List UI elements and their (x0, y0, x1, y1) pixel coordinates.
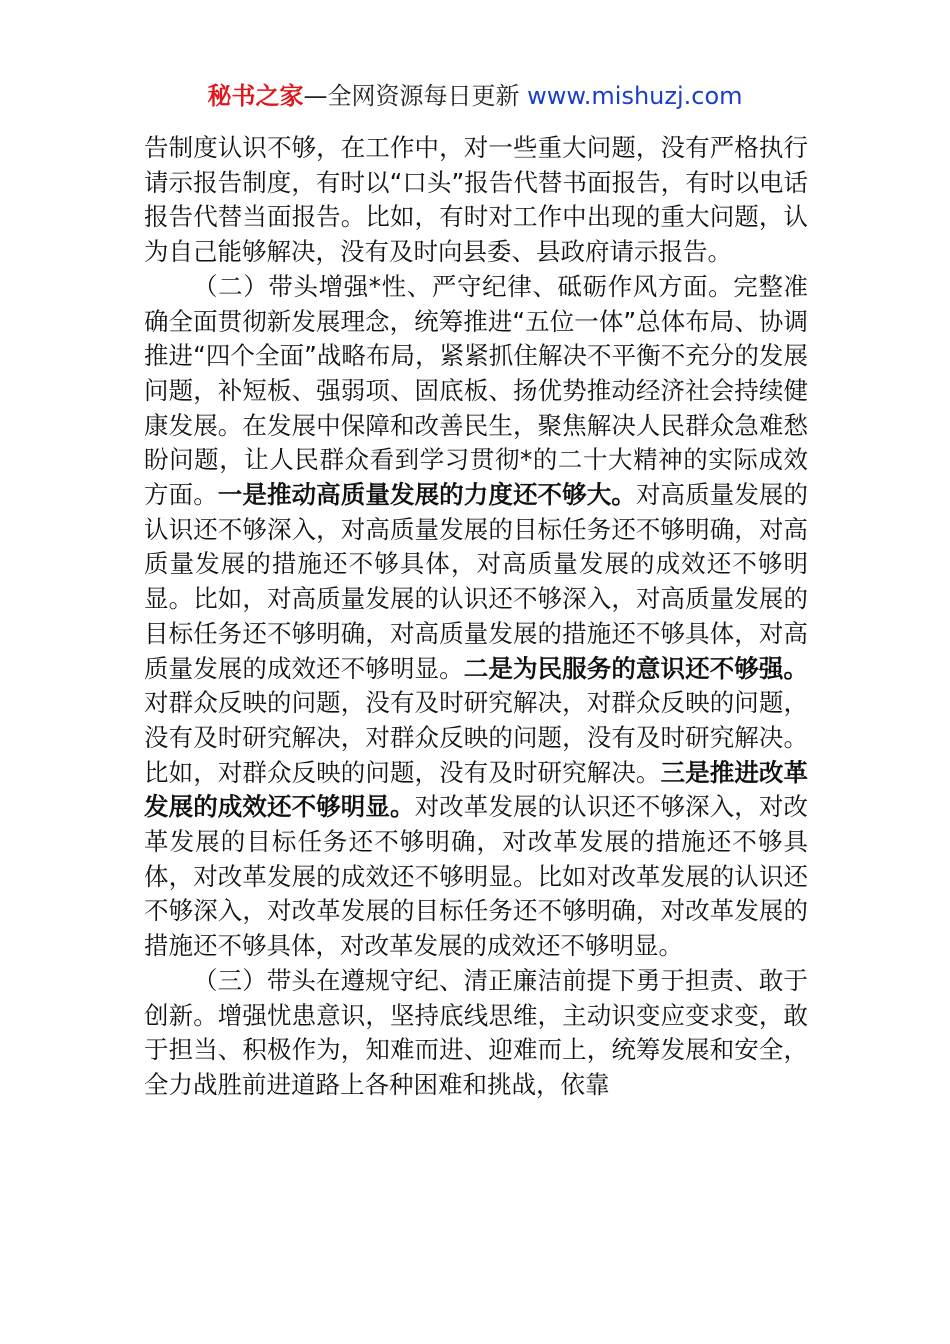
text-run: （二）带头增强*性、严守纪律、砥砺作风方面。完整准确全面贯彻新发展理念，统筹推进“五位一体”总体布局、协调推进“四个全面”战略布局，紧紧抓住解决不平衡不充分的发展问题，补短板、强弱项、固底板、扬优势推动经济社会持续健康发展。在发展中保障和改善民生，聚焦解决人民群众急难愁盼问题，让人民群众看到学习贯彻*的二十大精神的实际成效方面。 (144, 271, 808, 510)
page-header (0, 80, 950, 112)
header-slogan: —全网资源每日更新 (303, 82, 528, 110)
document-body (144, 131, 808, 1103)
paragraph-2 (144, 270, 808, 964)
brand-name: 秘书之家 (207, 82, 304, 110)
bold-heading-2: 二是为民服务的意识还不够强。 (463, 653, 808, 683)
paragraph-1 (144, 131, 808, 270)
text-run: （三）带头在遵规守纪、清正廉洁前提下勇于担责、敢于创新。增强忧患意识，坚持底线思维，主动识变应变求变，敢于担当、积极作为，知难而进、迎难而上，统筹发展和安全，全力战胜前进道路上各种困难和挑战，依靠 (144, 965, 808, 1099)
bold-heading-3: 三是推进改革发展的成效还不够明显。 (144, 757, 809, 822)
text-run: 告制度认识不够，在工作中，对一些重大问题，没有严格执行请示报告制度，有时以“口头”报告代替书面报告，有时以电话报告代替当面报告。比如，有时对工作中出现的重大问题，认为自己能够解决，没有及时向县委、县政府请示报告。 (144, 133, 808, 267)
text-run: 对群众反映的问题，没有及时研究解决，对群众反映的问题，没有及时研究解决，对群众反映的问题，没有及时研究解决。比如，对群众反映的问题，没有及时研究解决。 (144, 688, 808, 787)
text-run: 对改革发展的认识还不够深入，对改革发展的目标任务还不够明确，对改革发展的措施还不够具体，对改革发展的成效还不够明显。比如对改革发展的认识还不够深入，对改革发展的目标任务还不够明确，对改革发展的措施还不够具体，对改革发展的成效还不够明显。 (144, 792, 809, 961)
paragraph-3 (144, 964, 808, 1103)
bold-heading-1: 一是推动高质量发展的力度还不够大。 (217, 480, 636, 510)
text-run: 对高质量发展的认识还不够深入，对高质量发展的目标任务还不够明确，对高质量发展的措施还不够具体，对高质量发展的成效还不够明显。比如，对高质量发展的认识还不够深入，对高质量发展的目标任务还不够明确，对高质量发展的措施还不够具体，对高质量发展的成效还不够明显。 (144, 480, 809, 683)
website-url[interactable]: www.mishuzj.com (527, 82, 743, 110)
